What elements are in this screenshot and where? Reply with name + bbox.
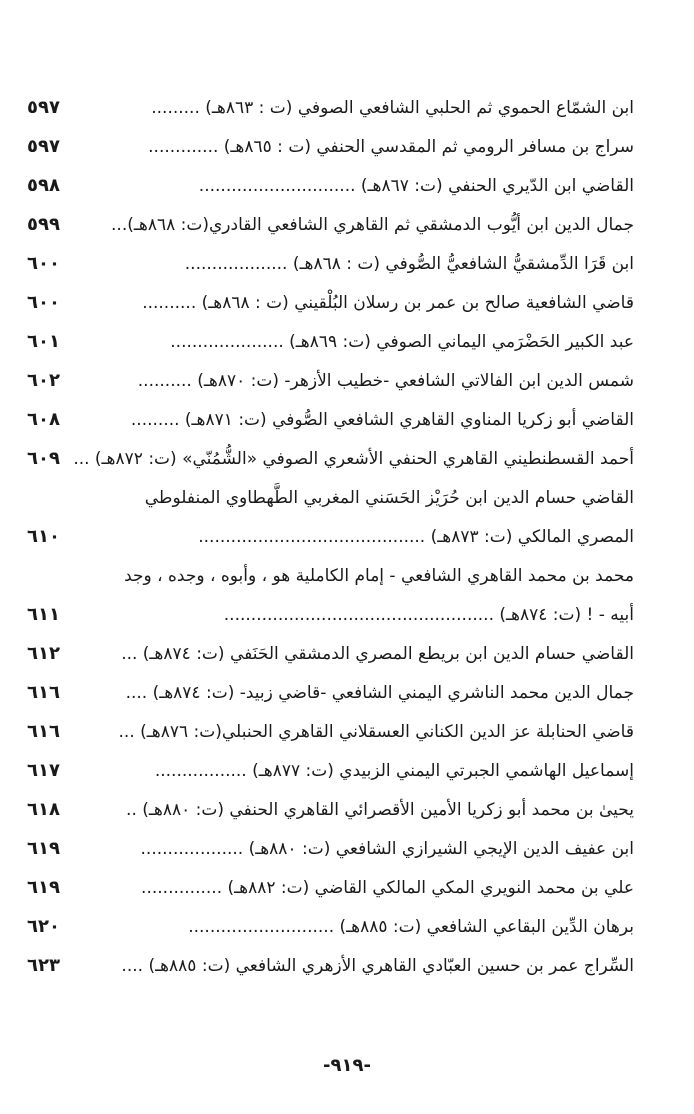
entry-page-number: ٦١٩ — [27, 837, 60, 859]
entry-page-number: ٦١٧ — [27, 759, 60, 781]
entry-text: قاضي الحنابلة عز الدين الكناني العسقلاني القاهري الحنبلي(ت: ٨٧٦هـ) ... — [118, 721, 634, 742]
index-entry — [27, 595, 634, 634]
entry-text: إسماعيل الهاشمي الجبرتي اليمني الزبيدي (ت: ٨٧٧هـ) ................. — [154, 760, 634, 781]
index-entry — [27, 205, 634, 244]
entry-text: شمس الدين ابن الفالاتي الشافعي -خطيب الأزهر- (ت: ٨٧٠هـ) .......... — [137, 370, 634, 391]
entry-text: يحيىٰ بن محمد أبو زكريا الأمين الأقصرائي القاهري الحنفي (ت: ٨٨٠هـ) .. — [126, 799, 634, 820]
entry-page-number: ٦١٨ — [27, 798, 60, 820]
entry-page-number: ٦١٦ — [27, 720, 60, 742]
entry-text: القاضي أبو زكريا المناوي القاهري الشافعي الصُّوفي (ت: ٨٧١هـ) ......... — [130, 409, 634, 430]
entry-page-number: ٦١٩ — [27, 876, 60, 898]
index-entry — [27, 868, 634, 907]
index-entry — [27, 907, 634, 946]
index-entry — [60, 556, 634, 595]
index-entry — [27, 283, 634, 322]
page-number: -٩١٩- — [323, 1055, 371, 1076]
entry-text: أبيه - ! (ت: ٨٧٤هـ) .................................................. — [223, 604, 634, 625]
entry-text: القاضي ابن الدّيري الحنفي (ت: ٨٦٧هـ) ............................. — [198, 175, 634, 196]
index-entry — [27, 127, 634, 166]
index-entry — [27, 790, 634, 829]
entry-text: سراج بن مسافر الرومي ثم المقدسي الحنفي (ت : ٨٦٥هـ) ............. — [148, 136, 634, 157]
entry-page-number: ٦١١ — [27, 603, 60, 625]
entry-page-number: ٦٠٨ — [27, 408, 60, 430]
index-entry — [27, 712, 634, 751]
entry-page-number: ٦١٠ — [27, 525, 60, 547]
entry-text: السِّراج عمر بن حسين العبّادي القاهري الأزهري الشافعي (ت: ٨٨٥هـ) .... — [121, 955, 634, 976]
entry-text: برهان الدِّين البقاعي الشافعي (ت: ٨٨٥هـ) ........................... — [188, 916, 634, 937]
entry-text: جمال الدين ابن أيُّوب الدمشقي ثم القاهري الشافعي القادري(ت: ٨٦٨هـ)... — [111, 214, 634, 235]
index-entry — [27, 400, 634, 439]
entry-page-number: ٦٢٣ — [27, 954, 60, 976]
entry-text: القاضي حسام الدين ابن بريطع المصري الدمشقي الحَنَفي (ت: ٨٧٤هـ) ... — [121, 643, 634, 664]
entry-text: ابن الشمّاع الحموي ثم الحلبي الشافعي الصوفي (ت : ٨٦٣هـ) ......... — [151, 97, 634, 118]
entry-text: علي بن محمد النويري المكي المالكي القاضي (ت: ٨٨٢هـ) ............... — [141, 877, 634, 898]
entry-page-number: ٦٠٩ — [27, 447, 60, 469]
index-entry — [27, 439, 634, 478]
entry-text: جمال الدين محمد الناشري اليمني الشافعي -قاضي زبيد- (ت: ٨٧٤هـ) .... — [125, 682, 634, 703]
index-entry — [27, 166, 634, 205]
index-entry — [27, 322, 634, 361]
index-entry — [27, 244, 634, 283]
index-entry — [27, 517, 634, 556]
entry-text: القاضي حسام الدين ابن حُرَيْز الحَسَني المغربي الطَّهطاوي المنفلوطي — [144, 487, 634, 508]
entry-page-number: ٦٠٠ — [27, 291, 60, 313]
index-entries — [27, 88, 634, 985]
index-entry — [27, 829, 634, 868]
index-entry — [27, 634, 634, 673]
entry-page-number: ٦٢٠ — [27, 915, 60, 937]
entry-text: عبد الكبير الحَضْرَمي اليماني الصوفي (ت: ٨٦٩هـ) ..................... — [170, 331, 634, 352]
index-entry — [60, 478, 634, 517]
index-entry — [27, 751, 634, 790]
index-entry — [27, 88, 634, 127]
entry-page-number: ٦١٢ — [27, 642, 60, 664]
entry-page-number: ٦١٦ — [27, 681, 60, 703]
index-entry — [27, 673, 634, 712]
entry-page-number: ٥٩٨ — [27, 174, 60, 196]
entry-page-number: ٦٠٠ — [27, 252, 60, 274]
entry-page-number: ٦٠١ — [27, 330, 60, 352]
entry-page-number: ٥٩٧ — [27, 96, 60, 118]
entry-text: ابن عفيف الدين الإيجي الشيرازي الشافعي (ت: ٨٨٠هـ) ................... — [140, 838, 634, 859]
entry-text: ابن قَرَا الدِّمشقيُّ الشافعيُّ الصُّوفي (ت : ٨٦٨هـ) ................... — [184, 253, 634, 274]
index-entry — [27, 361, 634, 400]
entry-text: المصري المالكي (ت: ٨٧٣هـ) .......................................... — [198, 526, 634, 547]
entry-text: قاضي الشافعية صالح بن عمر بن رسلان البُلْقيني (ت : ٨٦٨هـ) .......... — [142, 292, 634, 313]
entry-page-number: ٥٩٩ — [27, 213, 60, 235]
index-entry — [27, 946, 634, 985]
entry-text: محمد بن محمد القاهري الشافعي - إمام الكاملية هو ، وأبوه ، وجده ، وجد — [124, 565, 634, 586]
entry-text: أحمد القسطنطيني القاهري الحنفي الأشعري الصوفي «الشُّمُنّي» (ت: ٨٧٢هـ) ... — [73, 448, 634, 469]
entry-page-number: ٥٩٧ — [27, 135, 60, 157]
entry-page-number: ٦٠٢ — [27, 369, 60, 391]
